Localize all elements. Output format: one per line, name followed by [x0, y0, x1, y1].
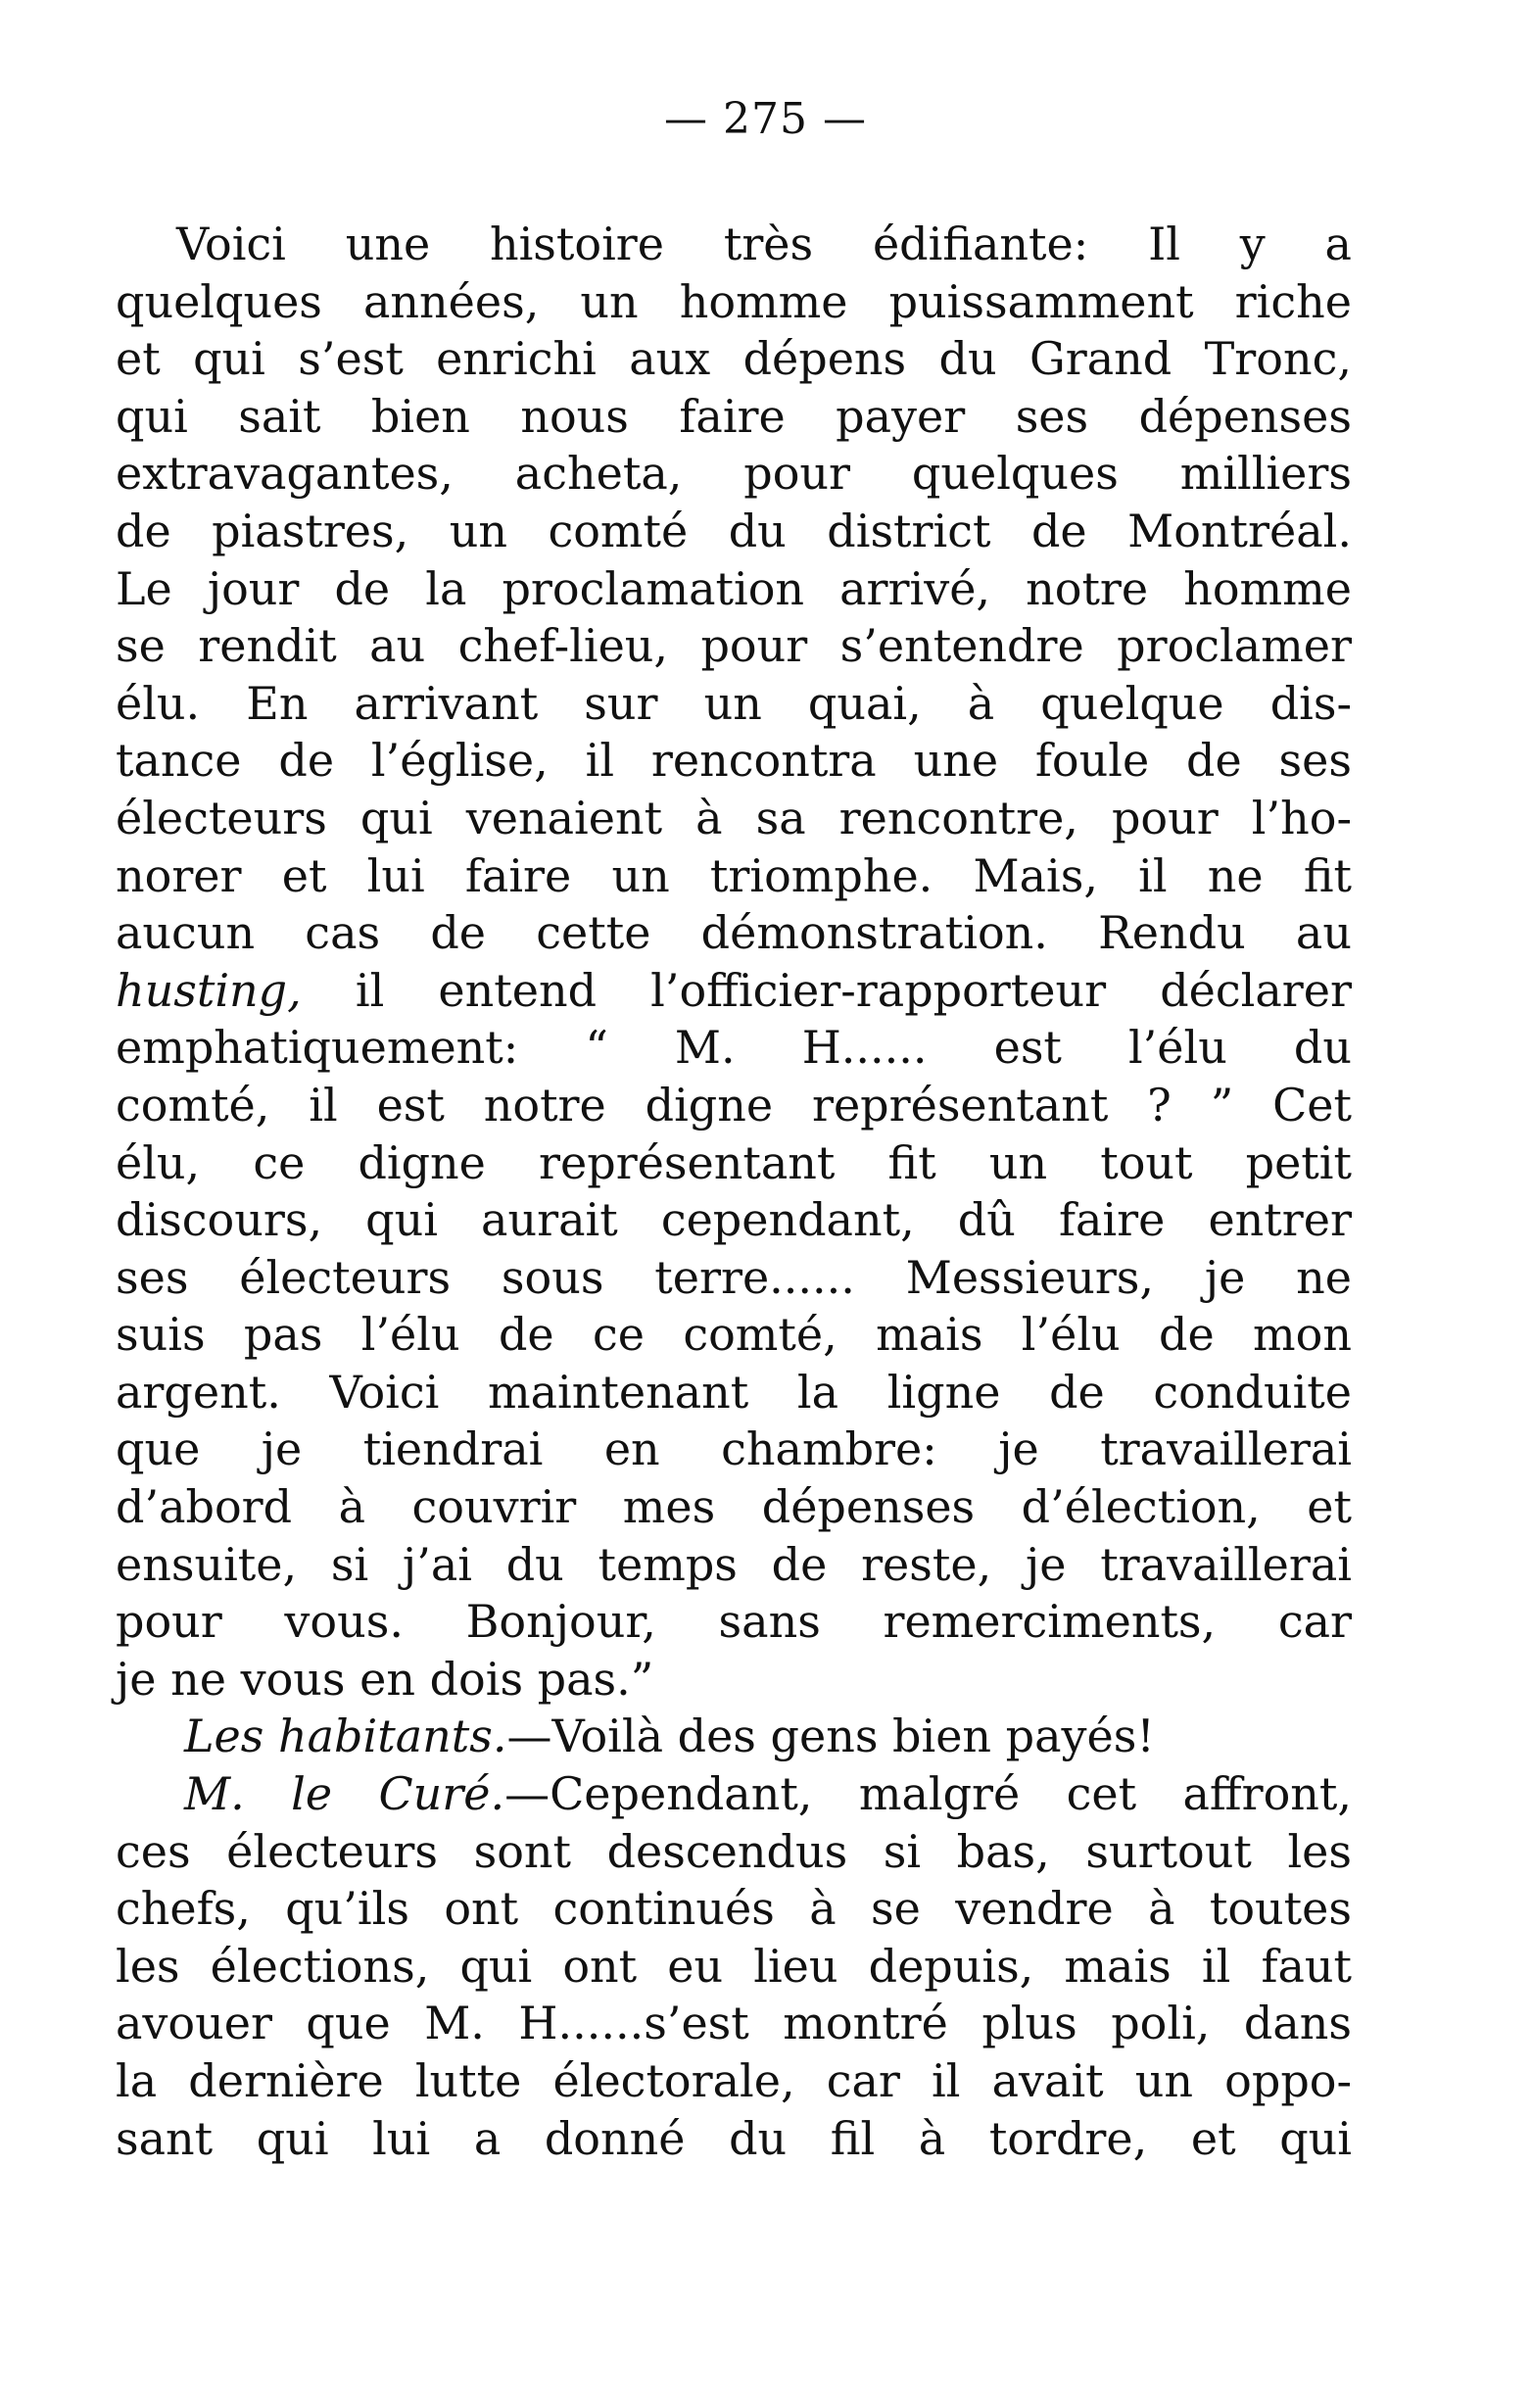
text-line: ces électeurs sont descendus si bas, surtout les [116, 1824, 1352, 1878]
page-number: — 275 — [664, 94, 867, 144]
text-line: discours, qui aurait cependant, dû faire entrer [116, 1193, 1352, 1247]
text-line [116, 962, 1352, 1020]
text-line: de piastres, un comté du district de Montréal. [116, 504, 1352, 557]
text-line: comté, il est notre digne représentant ? ” Cet [116, 1078, 1352, 1132]
text-line: Voici une histoire très édifiante: Il y a [176, 217, 1352, 270]
text-line: Le jour de la proclamation arrivé, notre homme [116, 561, 1352, 615]
body-text [116, 216, 1352, 2167]
text-line: et qui s’est enrichi aux dépens du Grand Tronc, [116, 332, 1352, 386]
text-line: ses électeurs sous terre...... Messieurs, je ne [116, 1250, 1352, 1304]
text-line: avouer que M. H......s’est montré plus poli, dans [116, 1997, 1352, 2050]
text-line: suis pas l’élu de ce comté, mais l’élu de mon [116, 1308, 1352, 1362]
text-line: extravagantes, acheta, pour quelques milliers [116, 447, 1352, 501]
text-line: que je tiendrai en chambre: je travaillerai [116, 1422, 1352, 1476]
text-line [116, 1765, 1352, 1823]
text-line: élu, ce digne représentant fit un tout petit [116, 1135, 1352, 1189]
text-fragment: —Cependant, malgré cet affront, [504, 1767, 1353, 1821]
text-line: les élections, qui ont eu lieu depuis, mais il faut [116, 1939, 1352, 1993]
text-line: élu. En arrivant sur un quai, à quelque dis- [116, 676, 1352, 730]
text-line: quelques années, un homme puissamment riche [116, 274, 1352, 328]
text-line: d’abord à couvrir mes dépenses d’élection, et [116, 1480, 1352, 1534]
text-line: sant qui lui a donné du fil à tordre, et qui [116, 2111, 1352, 2165]
text-line: tance de l’église, il rencontra une foule de ses [116, 734, 1352, 788]
italic-term: husting, [116, 963, 302, 1017]
text-line: aucun cas de cette démonstration. Rendu au [116, 906, 1352, 960]
text-line: je ne vous en dois pas.” [116, 1652, 654, 1706]
text-line: la dernière lutte électorale, car il avait un oppo- [116, 2054, 1352, 2107]
text-line: chefs, qu’ils ont continués à se vendre à toutes [116, 1882, 1352, 1936]
text-line: norer et lui faire un triomphe. Mais, il ne fit [116, 848, 1352, 902]
text-line: ensuite, si j’ai du temps de reste, je travaillerai [116, 1537, 1352, 1591]
text-line: se rendit au chef-lieu, pour s’entendre proclamer [116, 619, 1352, 673]
text-fragment: —Voilà des gens bien payés! [506, 1710, 1155, 1763]
speaker-name: Les habitants. [184, 1710, 507, 1763]
text-line [116, 1708, 1352, 1765]
text-line: argent. Voici maintenant la ligne de conduite [116, 1365, 1352, 1419]
text-line: qui sait bien nous faire payer ses dépenses [116, 389, 1352, 443]
speaker-name: M. le Curé. [184, 1767, 505, 1821]
text-fragment: il entend l’officier-rapporteur déclarer [301, 963, 1352, 1017]
text-line: pour vous. Bonjour, sans remerciments, car [116, 1595, 1352, 1649]
text-line: électeurs qui venaient à sa rencontre, pour l’ho- [116, 791, 1352, 844]
text-line: emphatiquement: “ M. H...... est l’élu du [116, 1021, 1352, 1075]
